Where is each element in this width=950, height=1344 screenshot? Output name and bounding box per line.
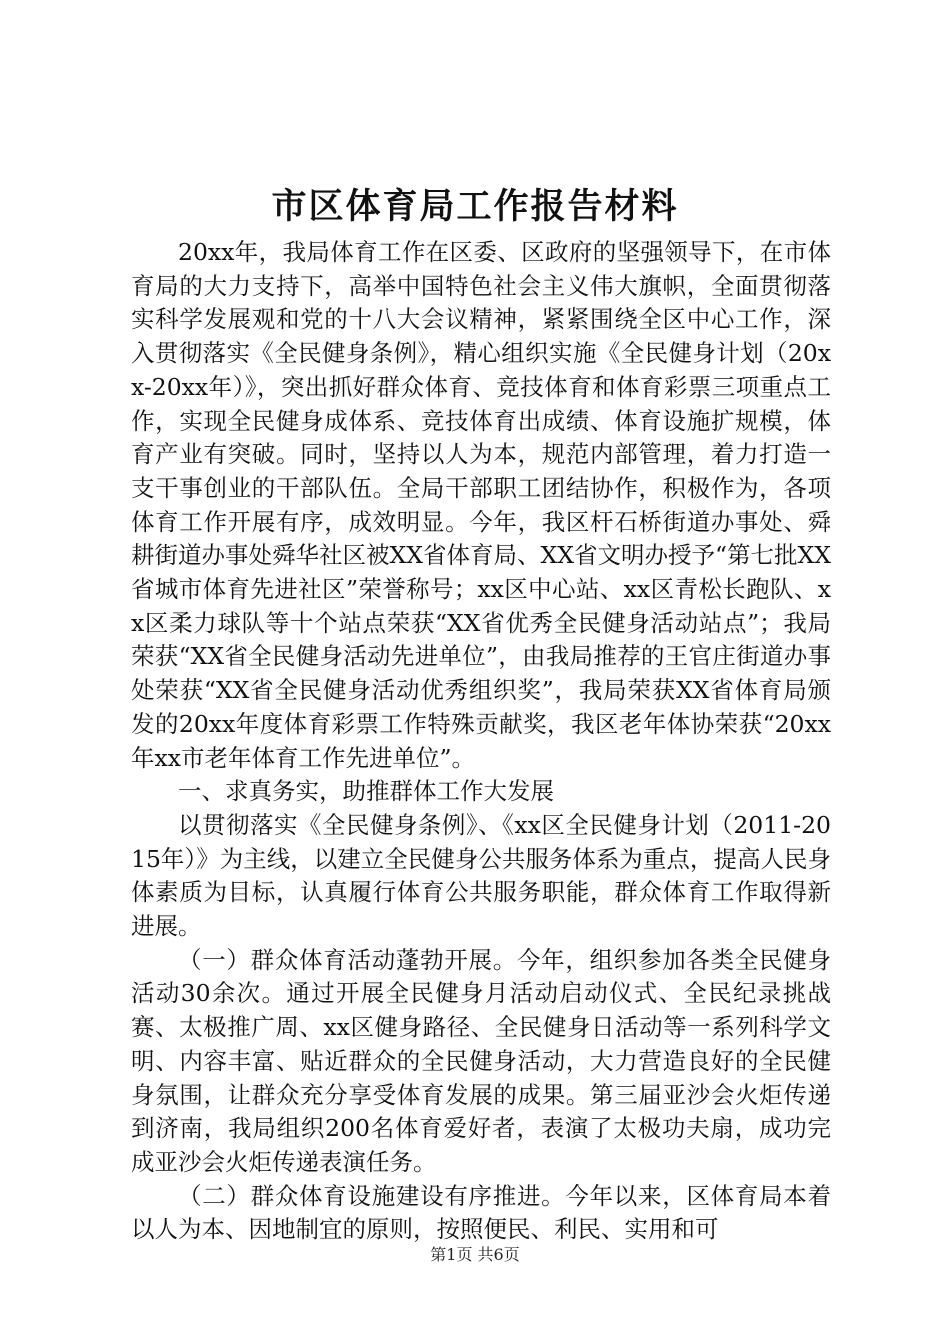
paragraph-intro: 20xx年，我局体育工作在区委、区政府的坚强领导下，在市体育局的大力支持下，高举中国特色社会主义伟大旗帜，全面贯彻落实科学发展观和党的十八大会议精神，紧紧围绕全区中心工作，深入贯彻落实《全民健身条例》，精心组织实施《全民健身计划（20xx-20xx年）》，突出抓好群众体育、竞技体育和体育彩票三项重点工作，实现全民健身成体系、竞技体育出成绩、体育设施扩规模，体育产业有突破。同时，坚持以人为本，规范内部管理，着力打造一支干事创业的干部队伍。全局干部职工团结协作，积极作为，各项体育工作开展有序，成效明显。今年，我区杆石桥街道办事处、舜耕街道办事处舜华社区被XX省体育局、XX省文明办授予“第七批XX省城市体育先进社区”荣誉称号；xx区中心站、xx区青松长跑队、xx区柔力球队等十个站点荣获“XX省优秀全民健身活动站点”；我局荣获“XX省全民健身活动先进单位”，由我局推荐的王官庄街道办事处荣获“XX省全民健身活动优秀组织奖”，我局荣获XX省体育局颁发的20xx年度体育彩票工作特殊贡献奖，我区老年体协荣获“20xx年xx市老年体育工作先进单位”。 xyxy=(131,238,831,772)
page-number-footer: 第1页 共6页 xyxy=(430,1245,520,1264)
paragraph-subsection-1: （一）群众体育活动蓬勃开展。今年，组织参加各类全民健身活动30余次。通过开展全民健身月活动启动仪式、全民纪录挑战赛、太极推广周、xx区健身路径、全民健身日活动等一系列科学文明、内容丰富、贴近群众的全民健身活动，大力营造良好的全民健身氛围，让群众充分享受体育发展的成果。第三届亚沙会火炬传递到济南，我局组织200名体育爱好者，表演了太极功夫扇，成功完成亚沙会火炬传递表演任务。 xyxy=(131,945,831,1176)
paragraph-subsection-2: （二）群众体育设施建设有序推进。今年以来，区体育局本着以人为本、因地制宜的原则，按照便民、利民、实用和可 xyxy=(131,1181,831,1244)
document-body xyxy=(131,236,831,1247)
document-title: 市区体育局工作报告材料 xyxy=(271,186,679,227)
section-heading-1: 一、求真务实，助推群体工作大发展 xyxy=(178,777,554,806)
paragraph-section-1-lead: 以贯彻落实《全民健身条例》、《xx区全民健身计划（2011-2015年）》为主线，以建立全民健身公共服务体系为重点，提高人民身体素质为目标，认真履行体育公共服务职能，群众体育工作取得新进展。 xyxy=(131,810,831,941)
